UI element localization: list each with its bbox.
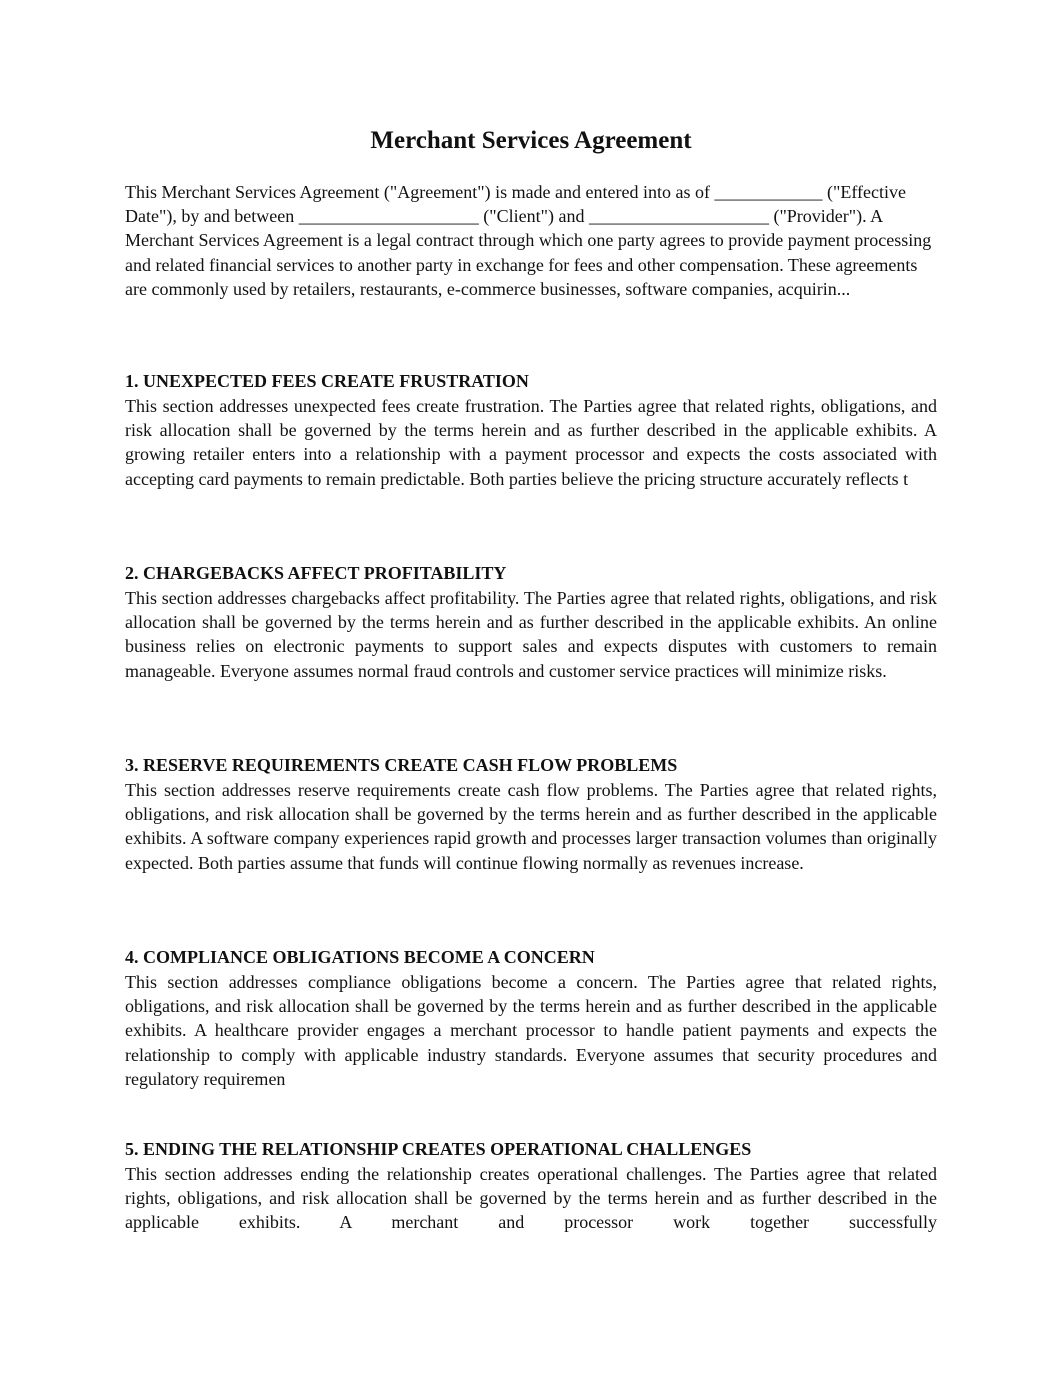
section-1 — [125, 368, 937, 491]
section-3 — [125, 752, 937, 875]
section-4 — [125, 944, 937, 1091]
section-heading: 4. COMPLIANCE OBLIGATIONS BECOME A CONCERN — [125, 947, 595, 967]
document-title: Merchant Services Agreement — [370, 127, 692, 154]
section-heading: 1. UNEXPECTED FEES CREATE FRUSTRATION — [125, 371, 529, 391]
section-body: This section addresses ending the relationship creates operational challenges. The Parties agree that related rights, obligations, and risk allocation shall be governed by the terms herein and as further described in the applicable exhibits. A merchant and processor work together successfully — [125, 1164, 937, 1233]
section-body: This section addresses reserve requirements create cash flow problems. The Parties agree that related rights, obligations, and risk allocation shall be governed by the terms herein and as further described in the applicable exhibits. A software company experiences rapid growth and processes larger transaction volumes than originally expected. Both parties assume that funds will continue flowing normally as revenues increase. — [125, 780, 937, 873]
section-heading: 5. ENDING THE RELATIONSHIP CREATES OPERATIONAL CHALLENGES — [125, 1139, 752, 1159]
section-heading: 3. RESERVE REQUIREMENTS CREATE CASH FLOW PROBLEMS — [125, 755, 678, 775]
section-2 — [125, 560, 937, 683]
section-body: This section addresses unexpected fees create frustration. The Parties agree that related rights, obligations, and risk allocation shall be governed by the terms herein and as further described in the applicable exhibits. A growing retailer enters into a relationship with a payment processor and expects the costs associated with accepting card payments to remain predictable. Both parties believe the pricing structure accurately reflects t — [125, 396, 937, 489]
section-body: This section addresses compliance obligations become a concern. The Parties agree that related rights, obligations, and risk allocation shall be governed by the terms herein and as further described in the applicable exhibits. A healthcare provider engages a merchant processor to handle patient payments and expects the relationship to comply with applicable industry standards. Everyone assumes that security procedures and regulatory requiremen — [125, 972, 937, 1089]
section-heading: 2. CHARGEBACKS AFFECT PROFITABILITY — [125, 563, 507, 583]
section-body: This section addresses chargebacks affect profitability. The Parties agree that related rights, obligations, and risk allocation shall be governed by the terms herein and as further described in the applicable exhibits. An online business relies on electronic payments to support sales and expects disputes with customers to remain manageable. Everyone assumes normal fraud controls and customer service practices will minimize risks. — [125, 588, 937, 681]
intro-paragraph: This Merchant Services Agreement ("Agreement") is made and entered into as of ____________ ("Effective Date"), by and between ____________________ ("Client") and ____________________ ("Provider"). A Merchant Services Agreement is a legal contract through which one party agrees to provide payment processing and related financial services to another party in exchange for fees and other compensation. These agreements are commonly used by retailers, restaurants, e-commerce businesses, software companies, acquirin... — [125, 182, 932, 299]
section-5 — [125, 1136, 937, 1235]
